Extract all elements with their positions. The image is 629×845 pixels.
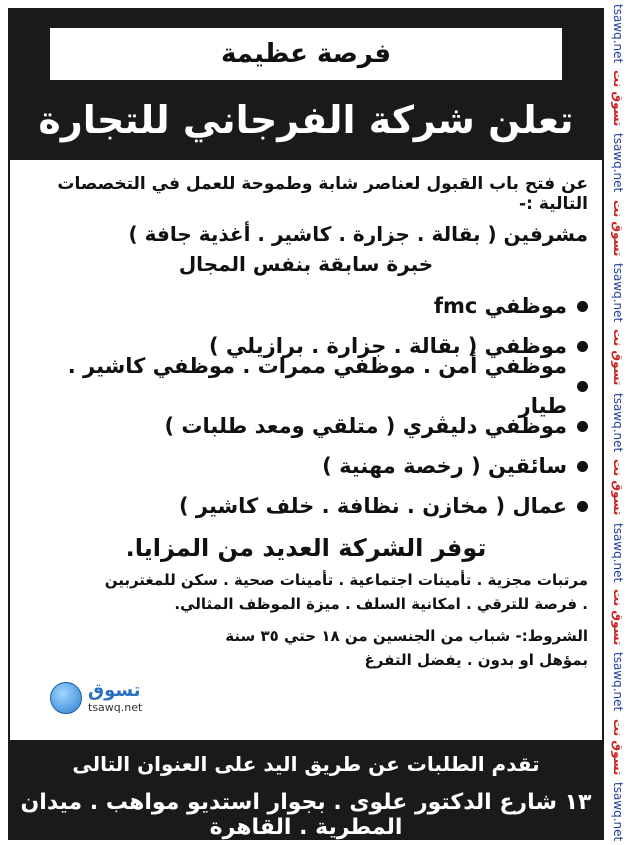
conditions-line (24, 624, 588, 648)
watermark-text: تسوق نت (611, 69, 625, 127)
apply-instructions: تقدم الطلبات عن طريق اليد على العنوان التالى (72, 752, 540, 776)
watermark-text: tsawq.net (611, 263, 625, 323)
benefits-line: . فرصة للترقي . امكانية السلف . ميزة الموظف المثالي. (174, 595, 588, 613)
footer-band (10, 740, 602, 838)
bullet-icon (577, 421, 588, 432)
watermark-text: تسوق نت (611, 199, 625, 256)
watermark-text: تسوق نت (611, 329, 625, 386)
bullet-icon (577, 461, 588, 472)
bullet-icon (577, 501, 588, 512)
watermark-text: tsawq.net (611, 652, 625, 712)
logo-latin: tsawq.net (88, 701, 143, 714)
bullet-icon (577, 301, 588, 312)
watermark-text: تسوق نت (611, 588, 625, 646)
intro-text: عن فتح باب القبول لعناصر شابة وطموحة للعمل في التخصصات التالية :- (57, 174, 588, 214)
watermark-logo (50, 670, 160, 726)
watermark-text: tsawq.net (611, 782, 625, 842)
benefits-title: توفر الشركة العديد من المزايا. (125, 534, 487, 562)
benefits-text (24, 568, 588, 616)
job-advertisement (8, 8, 604, 840)
jobs-list (24, 286, 588, 526)
list-item (24, 446, 588, 486)
job-text: موظفي ( بقالة . جزارة . برازيلي ) (209, 334, 567, 358)
job-text: سائقين ( رخصة مهنية ) (322, 454, 567, 478)
job-text: موظفي دليڤري ( متلقي ومعد طلبات ) (164, 414, 567, 438)
benefits-line: مرتبات مجزية . تأمينات اجتماعية . تأمينات صحية . سكن للمغتربين (104, 571, 588, 589)
watermark-text: tsawq.net (611, 522, 625, 582)
watermark-text: tsawq.net (611, 3, 625, 63)
headline: تعلن شركة الفرجاني للتجارة (38, 98, 574, 142)
conditions-label: الشروط:- (515, 627, 588, 645)
job-text: موظفي fmc (433, 294, 567, 318)
watermark-text: تسوق نت (611, 459, 625, 516)
ad-body (24, 170, 588, 738)
header-band (10, 10, 602, 160)
experience-line: خبرة سابقة بنفس المجال (178, 252, 434, 276)
bullet-icon (577, 381, 588, 392)
job-text: موظفي أمن . موظفي ممرات . موظفي كاشير . طيار (67, 354, 567, 418)
watermark-text: تسوق نت (611, 718, 625, 776)
supervisors-line: مشرفين ( بقالة . جزارة . كاشير . أغذية جافة ) (128, 222, 588, 246)
list-item (24, 354, 588, 418)
list-item (24, 486, 588, 526)
conditions-value: شباب من الجنسين من ١٨ حتي ٣٥ سنة (225, 627, 511, 645)
conditions-text (24, 624, 588, 672)
conditions-line: بمؤهل او بدون . يفضل التفرغ (364, 651, 588, 669)
job-text: عمال ( مخازن . نظافة . خلف كاشير ) (178, 494, 567, 518)
list-item (24, 286, 588, 326)
globe-icon (50, 682, 82, 714)
address: ١٣ شارع الدكتور علوى . بجوار استديو مواهب . ميدان المطرية . القاهرة (20, 790, 592, 840)
logo-text (88, 681, 142, 715)
kicker-title: فرصة عظيمة (50, 28, 562, 80)
logo-arabic: تسوق (88, 680, 141, 701)
watermark-strip (607, 0, 629, 845)
watermark-text: tsawq.net (611, 133, 625, 193)
watermark-text: tsawq.net (611, 392, 625, 453)
bullet-icon (577, 341, 588, 352)
